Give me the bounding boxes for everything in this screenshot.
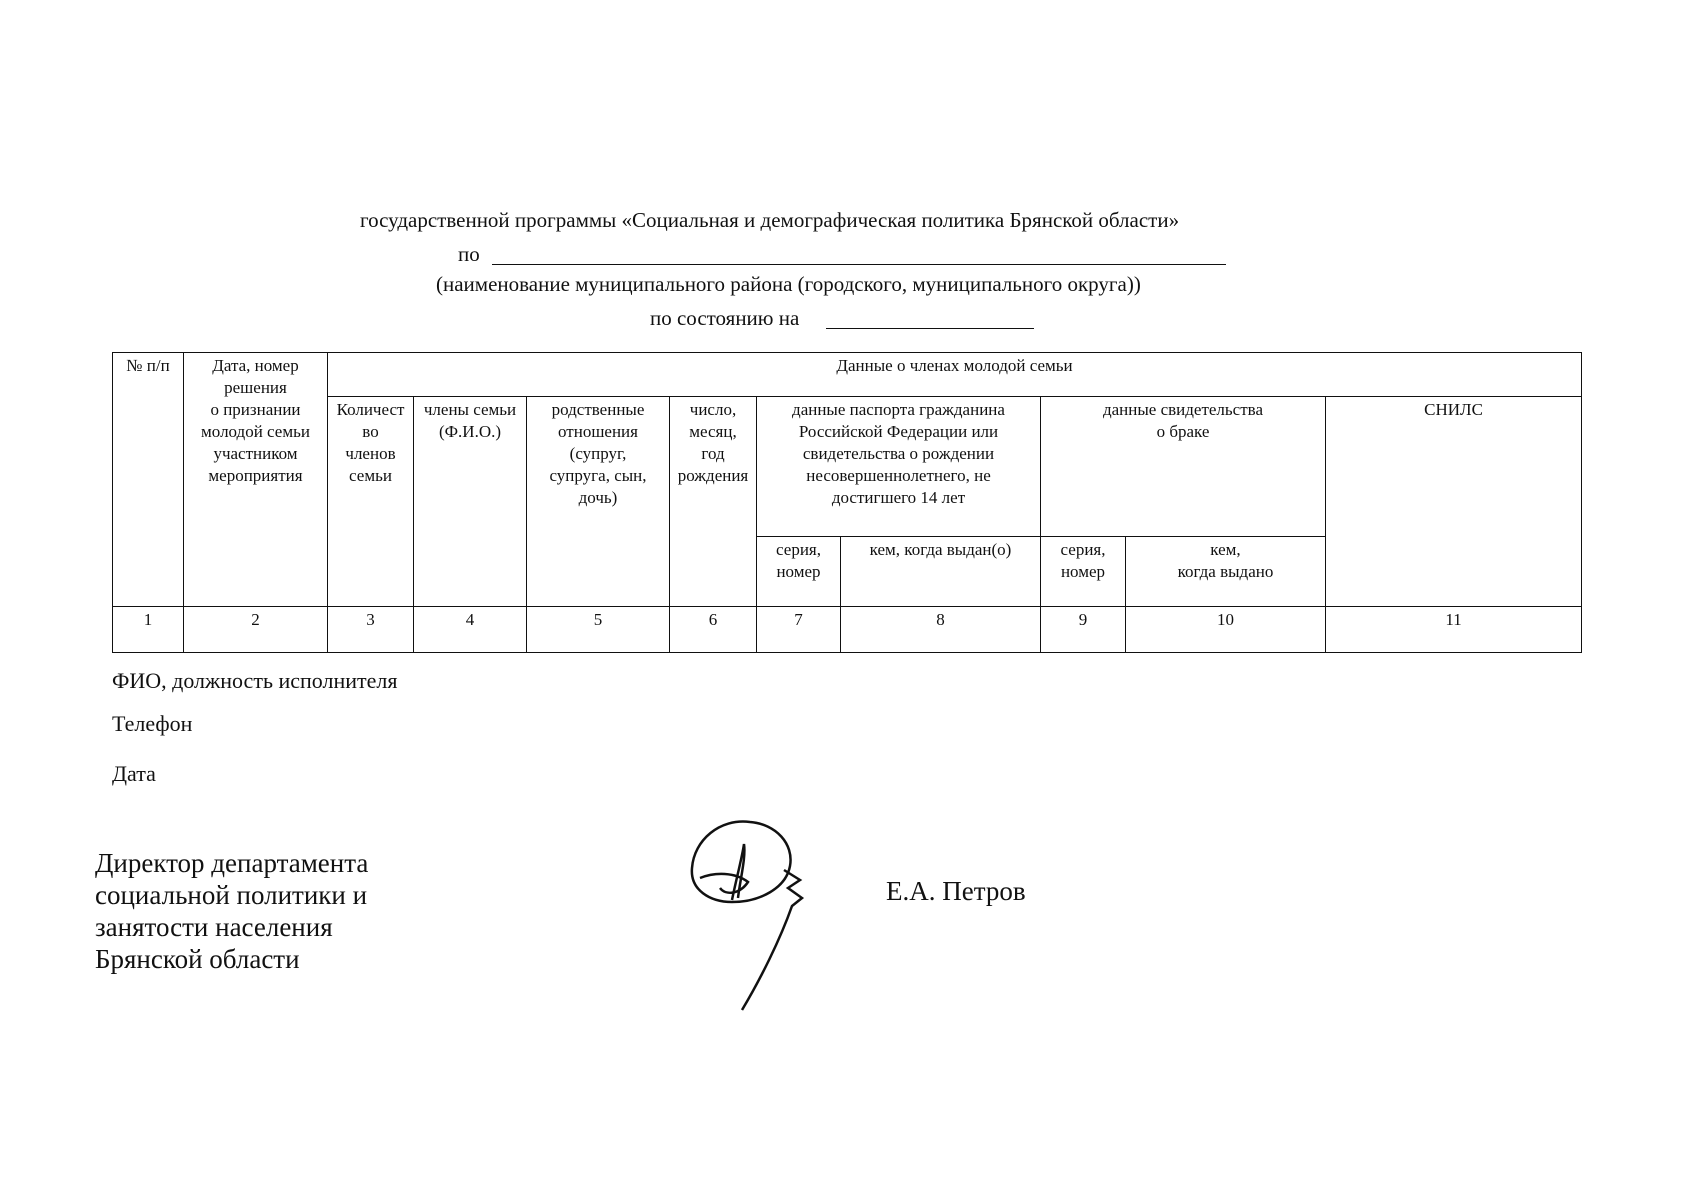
column-number-cell: 4 [414,607,527,653]
col-decision-header: Дата, номер решения о признании молодой семьи участником мероприятия [184,353,328,607]
column-number-cell: 10 [1126,607,1326,653]
col-members-header: члены семьи (Ф.И.О.) [414,397,527,607]
phone-label: Телефон [112,711,193,736]
status-date-fill-line [826,328,1034,329]
po-label: по [458,242,480,266]
municipality-caption: (наименование муниципального района (городского, муниципального округа)) [436,272,1141,296]
column-number-cell: 5 [527,607,670,653]
director-title: Директор департамента социальной политики и занятости населения Брянской области [95,848,369,974]
col-count-header: Количест во членов семьи [328,397,414,607]
signatory-name: Е.А. Петров [886,876,1026,906]
handwritten-signature [680,810,830,1020]
column-number-cell: 7 [757,607,841,653]
column-number-cell: 2 [184,607,328,653]
column-number-cell: 8 [841,607,1041,653]
col-passport-series-header: серия, номер [757,537,841,607]
col-snils-header: СНИЛС [1326,397,1582,607]
column-number-cell: 6 [670,607,757,653]
column-number-cell: 3 [328,607,414,653]
col-marriage-series-header: серия, номер [1041,537,1126,607]
col-birthdate-header: число, месяц, год рождения [670,397,757,607]
col-number-header: № п/п [113,353,184,607]
date-label: Дата [112,761,156,786]
col-marriage-issuer-header: кем, когда выдано [1126,537,1326,607]
status-date-label: по состоянию на [650,306,800,330]
col-relation-header: родственные отношения (супруг, супруга, сын, дочь) [527,397,670,607]
passport-group-header: данные паспорта гражданина Российской Федерации или свидетельства о рождении несовершеннолетнего, не достигшего 14 лет [757,397,1041,537]
program-title-line: государственной программы «Социальная и демографическая политика Брянской области» [360,208,1180,232]
col-passport-issuer-header: кем, когда выдан(о) [841,537,1041,607]
executor-label: ФИО, должность исполнителя [112,668,398,693]
po-fill-line [492,264,1226,265]
marriage-group-header: данные свидетельства о браке [1041,397,1326,537]
column-number-cell: 1 [113,607,184,653]
family-members-table [112,352,1582,653]
column-number-cell: 9 [1041,607,1126,653]
column-number-cell: 11 [1326,607,1582,653]
family-data-group-header: Данные о членах молодой семьи [328,353,1582,397]
